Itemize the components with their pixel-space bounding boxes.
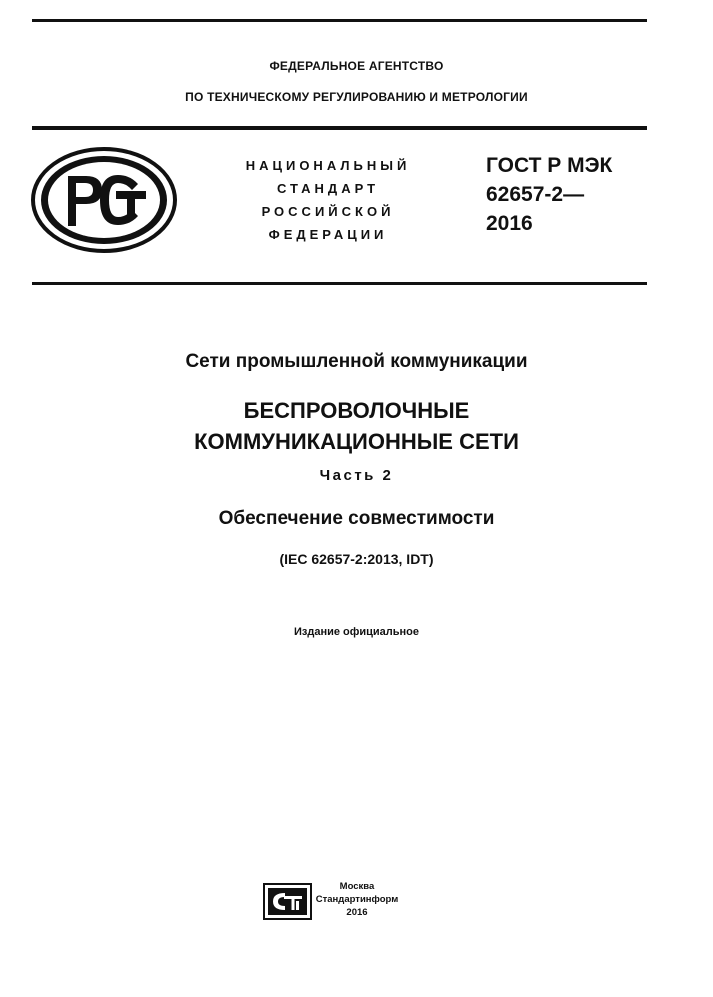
main-title-line-1: БЕСПРОВОЛОЧНЫЕ (243, 398, 470, 423)
top-rule (32, 19, 647, 22)
section-rule (32, 282, 647, 285)
series-title: Сети промышленной коммуникации (185, 351, 528, 372)
main-title-line-2: КОММУНИКАЦИОННЫЕ СЕТИ (194, 429, 519, 454)
standard-designation (486, 151, 612, 238)
publisher-city: Москва (339, 881, 375, 892)
national-line-4: ФЕДЕРАЦИИ (268, 227, 388, 242)
publisher-name: Стандартинформ (315, 894, 399, 905)
designation-line-2: 62657-2— (486, 183, 585, 206)
edition-label: Издание официальное (293, 626, 420, 638)
agency-name-line2: ПО ТЕХНИЧЕСКОМУ РЕГУЛИРОВАНИЮ И МЕТРОЛОГИИ (185, 90, 528, 104)
main-title (0, 395, 713, 457)
national-line-2: СТАНДАРТ (276, 181, 380, 196)
standartinform-logo-icon (263, 883, 312, 920)
subtitle: Обеспечение совместимости (218, 508, 495, 529)
designation-line-1: ГОСТ Р МЭК (486, 154, 613, 177)
national-standard-label (215, 154, 441, 246)
publisher-imprint (312, 880, 402, 919)
international-reference: (IEC 62657-2:2013, IDT) (279, 551, 434, 567)
part-label: Часть 2 (319, 467, 394, 484)
header-rule (32, 126, 647, 130)
publisher-year: 2016 (346, 907, 368, 918)
gost-r-emblem-icon (30, 146, 178, 254)
national-line-1: НАЦИОНАЛЬНЫЙ (245, 158, 411, 173)
agency-name-line1: ФЕДЕРАЛЬНОЕ АГЕНТСТВО (269, 59, 444, 73)
national-line-3: РОССИЙСКОЙ (261, 204, 395, 219)
designation-line-3: 2016 (486, 212, 533, 235)
